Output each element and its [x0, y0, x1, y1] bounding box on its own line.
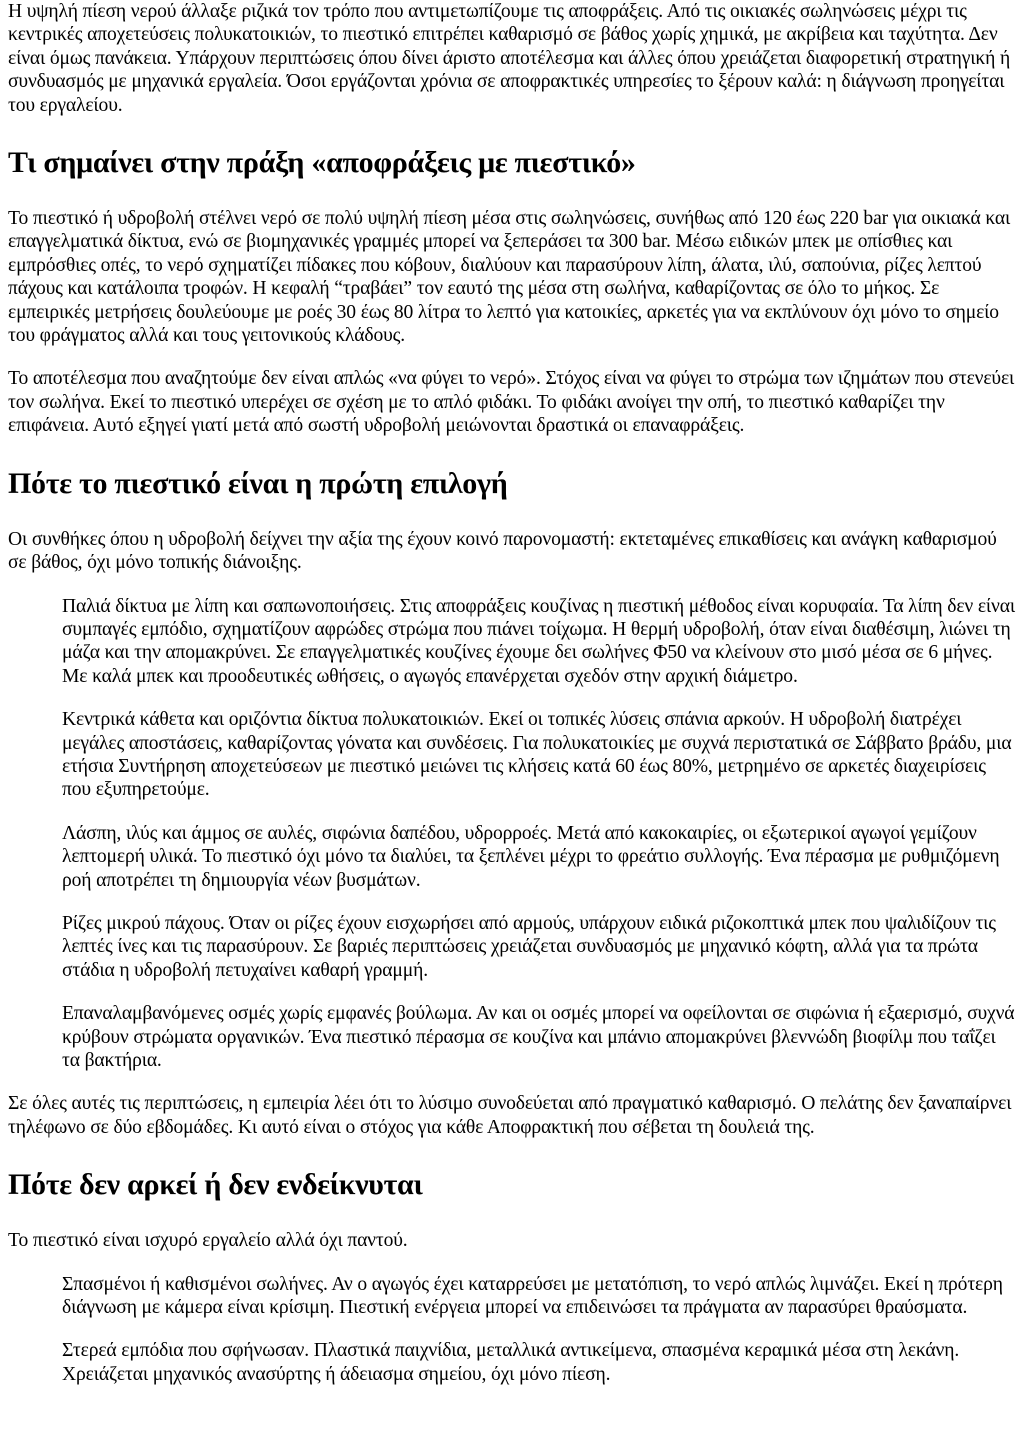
case-item: Κεντρικά κάθετα και οριζόντια δίκτυα πολυκατοικιών. Εκεί οι τοπικές λύσεις σπάνια αρκούν. Η υδροβολή διατρέχει μεγάλες αποστάσεις, καθαρίζοντας γόνατα και συνδέσεις. Για πολυκατοικίες με συχνά περιστατικά σε Σάββατο βράδυ, μια ετήσια Συντήρηση αποχετεύσεων με πιεστικό μειώνει τις κλήσεις κατά 60 έως 80%, μετρημένο σε αρκετές διαχειρίσεις που εξυπηρετούμε. [62, 709, 1012, 801]
case-item: Στερεά εμπόδια που σφήνωσαν. Πλαστικά παιχνίδια, μεταλλικά αντικείμενα, σπασμένα κεραμικά μέσα στη λεκάνη. Χρειάζεται μηχανικός ανασύρτης ή άδειασμα σημείου, όχι μόνο πίεση. [62, 1340, 960, 1385]
case-item: Παλιά δίκτυα με λίπη και σαπωνοποιήσεις. Στις αποφράξεις κουζίνας η πιεστική μέθοδος είναι κορυφαία. Τα λίπη δεν είναι συμπαγές εμπόδιο, σχηματίζουν αφρώδες στρώμα που πιάνει τοίχωμα. Η θερμή υδροβολή, όταν είναι διαθέσιμη, λιώνει τη μάζα και την απομακρύνει. Σε επαγγελματικές κουζίνες έχουμε δει σωλήνες Φ50 να κλείνουν στο μισό μέσα σε 6 μήνες. Με καλά μπεκ και προοδευτικές ωθήσεις, ο αγωγός επανέρχεται σχεδόν στην αρχική διάμετρο. [62, 595, 1016, 687]
paragraph: Το πιεστικό ή υδροβολή στέλνει νερό σε πολύ υψηλή πίεση μέσα στις σωληνώσεις, συνήθως από 120 έως 220 bar για οικιακά και επαγγελματικά δίκτυα, ενώ σε βιομηχανικές γραμμές μπορεί να ξεπεράσει τα 300 bar. Μέσω ειδικών μπεκ με οπίσθιες και εμπρόσθιες οπές, το νερό σχηματίζει πίδακες που κόβουν, διαλύουν και παρασύρουν λίπη, άλατα, ιλύ, σαπούνια, ρίζες λεπτού πάχους και κατάλοιπα τροφών. Η κεφαλή “τραβάει” τον εαυτό της μέσα στη σωλήνα, καθαρίζοντας σε όλο το μήκος. Σε εμπειρικές μετρήσεις δουλεύουμε με ροές 30 έως 80 λίτρα το λεπτό για κατοικίες, αρκετές για να εκπλύνουν όχι μόνο το σημείο του φράγματος αλλά και τους γειτονικούς κλάδους. [8, 208, 1011, 347]
paragraph: Το αποτέλεσμα που αναζητούμε δεν είναι απλώς «να φύγει το νερό». Στόχος είναι να φύγει το στρώμα των ιζημάτων που στενεύει τον σωλήνα. Εκεί το πιεστικό υπερέχει σε σχέση με το απλό φιδάκι. Το φιδάκι ανοίγει την οπή, το πιεστικό καθαρίζει την επιφάνεια. Αυτό εξηγεί γιατί μετά από σωστή υδροβολή μειώνονται δραστικά οι επαναφράξεις. [8, 368, 1015, 437]
intro-paragraph: Η υψηλή πίεση νερού άλλαξε ριζικά τον τρόπο που αντιμετωπίζουμε τις αποφράξεις. Από τις οικιακές σωληνώσεις μέχρι τις κεντρικές αποχετεύσεις πολυκατοικιών, το πιεστικό επιτρέπει καθαρισμό σε βάθος χωρίς χημικά, με ακρίβεια και ταχύτητα. Δεν είναι όμως πανάκεια. Υπάρχουν περιπτώσεις όπου δίνει άριστο αποτέλεσμα και άλλες όπου χρειάζεται διαφορετική στρατηγική ή συνδυασμός με μηχανικά εργαλεία. Όσοι εργάζονται χρόνια σε αποφρακτικές υπηρεσίες το ξέρουν καλά: η διάγνωση προηγείται του εργαλείου. [8, 1, 1011, 116]
paragraph: Σε όλες αυτές τις περιπτώσεις, η εμπειρία λέει ότι το λύσιμο συνοδεύεται από πραγματικό καθαρισμό. Ο πελάτης δεν ξαναπαίρνει τηλέφωνο σε δύο εβδομάδες. Κι αυτό είναι ο στόχος για κάθε Αποφρακτική που σέβεται τη δουλειά της. [8, 1093, 1012, 1138]
blockquote [62, 595, 1016, 1073]
paragraph: Το πιεστικό είναι ισχυρό εργαλείο αλλά όχι παντού. [8, 1230, 408, 1252]
case-item: Ρίζες μικρού πάχους. Όταν οι ρίζες έχουν εισχωρήσει από αρμούς, υπάρχουν ειδικά ριζοκοπτικά μπεκ που ψαλιδίζουν τις λεπτές ίνες και τις παρασύρουν. Σε βαριές περιπτώσεις χρειάζεται συνδυασμός με μηχανικό κόφτη, αλλά για τα πρώτα στάδια η υδροβολή πετυχαίνει καθαρή γραμμή. [62, 912, 996, 981]
case-item: Επαναλαμβανόμενες οσμές χωρίς εμφανές βούλωμα. Αν και οι οσμές μπορεί να οφείλονται σε σιφώνια ή εξαερισμό, συχνά κρύβουν στρώματα οργανικών. Ένα πιεστικό πέρασμα σε κουζίνα και μπάνιο απομακρύνει βλεννώδη βιοφίλμ που ταΐζει τα βακτήρια. [62, 1003, 1015, 1071]
blockquote [62, 1273, 1016, 1387]
section-heading: Πότε το πιεστικό είναι η πρώτη επιλογή [8, 466, 508, 500]
case-item: Λάσπη, ιλύς και άμμος σε αυλές, σιφώνια δαπέδου, υδρορροές. Μετά από κακοκαιρίες, οι εξωτερικοί αγωγοί γεμίζουν λεπτομερή υλικά. Το πιεστικό όχι μόνο τα διαλύει, τα ξεπλένει μέχρι το φρεάτιο συλλογής. Ένα πέρασμα με ρυθμιζόμενη ροή αποτρέπει τη δημιουργία νέων βυσμάτων. [62, 822, 1000, 891]
case-item: Σπασμένοι ή καθισμένοι σωλήνες. Αν ο αγωγός έχει καταρρεύσει με μετατόπιση, το νερό απλώς λιμνάζει. Εκεί η πρότερη διάγνωση με κάμερα είναι κρίσιμη. Πιεστική ενέργεια μπορεί να επιδεινώσει τα πράγματα αν παρασύρει θραύσματα. [62, 1273, 1003, 1319]
paragraph: Οι συνθήκες όπου η υδροβολή δείχνει την αξία της έχουν κοινό παρονομαστή: εκτεταμένες επικαθίσεις και ανάγκη καθαρισμού σε βάθος, όχι μόνο τοπικής διάνοιξης. [8, 528, 997, 574]
section-heading: Πότε δεν αρκεί ή δεν ενδείκνυται [8, 1168, 423, 1202]
section-heading: Τι σημαίνει στην πράξη «αποφράξεις με πιεστικό» [8, 146, 636, 180]
